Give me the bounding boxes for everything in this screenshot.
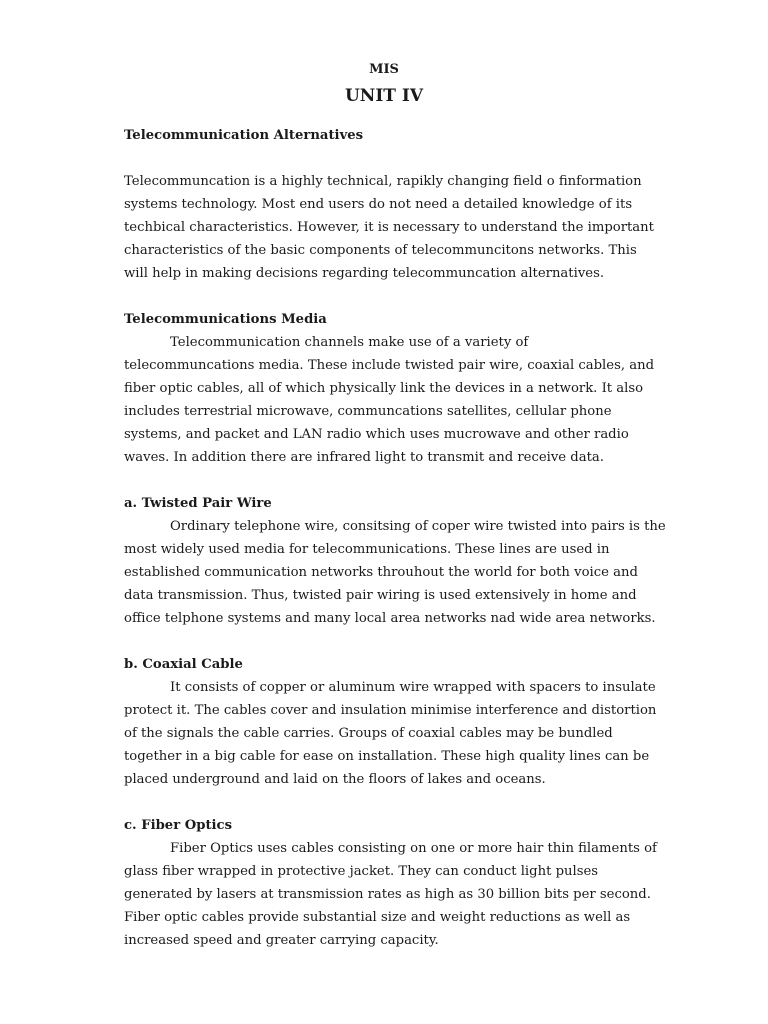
paragraph-line: will help in making decisions regarding telecommuncation alternatives. (124, 266, 605, 281)
section-heading: Telecommunications Media (124, 312, 327, 327)
section-heading: Telecommunication Alternatives (124, 128, 364, 143)
paragraph-line: protect it. The cables cover and insulation minimise interference and distortion (124, 703, 657, 718)
section-heading: c. Fiber Optics (124, 818, 232, 833)
paragraph-line: data transmission. Thus, twisted pair wiring is used extensively in home and (124, 588, 637, 603)
section-paragraph (124, 837, 712, 952)
paragraph-line: Ordinary telephone wire, consitsing of coper wire twisted into pairs is the (170, 519, 666, 534)
paragraph-line: of the signals the cable carries. Groups of coaxial cables may be bundled (124, 726, 613, 741)
paragraph-line: waves. In addition there are infrared light to transmit and receive data. (124, 450, 604, 465)
paragraph-line: Telecommuncation is a highly technical, rapikly changing field o finformation (124, 174, 642, 189)
paragraph-line: office telphone systems and many local area networks nad wide area networks. (124, 611, 656, 626)
section-fiber-optics (124, 814, 712, 952)
paragraph-line: Fiber optic cables provide substantial size and weight reductions as well as (124, 910, 631, 925)
section-heading: b. Coaxial Cable (124, 657, 243, 672)
section-paragraph (124, 331, 712, 469)
document-body (124, 124, 712, 952)
section-twisted-pair-wire (124, 492, 712, 630)
paragraph-line: includes terrestrial microwave, communcations satellites, cellular phone (124, 404, 612, 419)
paragraph-line: glass fiber wrapped in protective jacket. They can conduct light pulses (124, 864, 599, 879)
subject-title: MIS (369, 62, 399, 77)
paragraph-line: telecommuncations media. These include twisted pair wire, coaxial cables, and (124, 358, 655, 373)
section-telecommunication-alternatives (124, 124, 712, 285)
section-coaxial-cable (124, 653, 712, 791)
paragraph-line: Fiber Optics uses cables consisting on one or more hair thin filaments of (170, 841, 657, 856)
paragraph-line: systems, and packet and LAN radio which uses mucrowave and other radio (124, 427, 629, 442)
paragraph-line: generated by lasers at transmission rates as high as 30 billion bits per second. (124, 887, 651, 902)
paragraph-line: most widely used media for telecommunications. These lines are used in (124, 542, 610, 557)
section-telecommunications-media (124, 308, 712, 469)
paragraph-line: Telecommunication channels make use of a variety of (170, 335, 529, 350)
paragraph-line: together in a big cable for ease on installation. These high quality lines can be (124, 749, 650, 764)
section-paragraph (124, 676, 712, 791)
section-paragraph (124, 515, 712, 630)
paragraph-line: It consists of copper or aluminum wire wrapped with spacers to insulate (170, 680, 656, 695)
section-paragraph (124, 170, 712, 285)
paragraph-line: characteristics of the basic components of telecommuncitons networks. This (124, 243, 637, 258)
section-heading: a. Twisted Pair Wire (124, 496, 272, 511)
unit-title: UNIT IV (344, 86, 424, 106)
paragraph-line: techbical characteristics. However, it is necessary to understand the important (124, 220, 654, 235)
paragraph-line: established communication networks throuhout the world for both voice and (124, 565, 638, 580)
paragraph-line: fiber optic cables, all of which physically link the devices in a network. It also (124, 381, 644, 396)
paragraph-line: placed underground and laid on the floors of lakes and oceans. (124, 772, 546, 787)
paragraph-line: increased speed and greater carrying capacity. (124, 933, 439, 948)
paragraph-line: systems technology. Most end users do not need a detailed knowledge of its (124, 197, 633, 212)
